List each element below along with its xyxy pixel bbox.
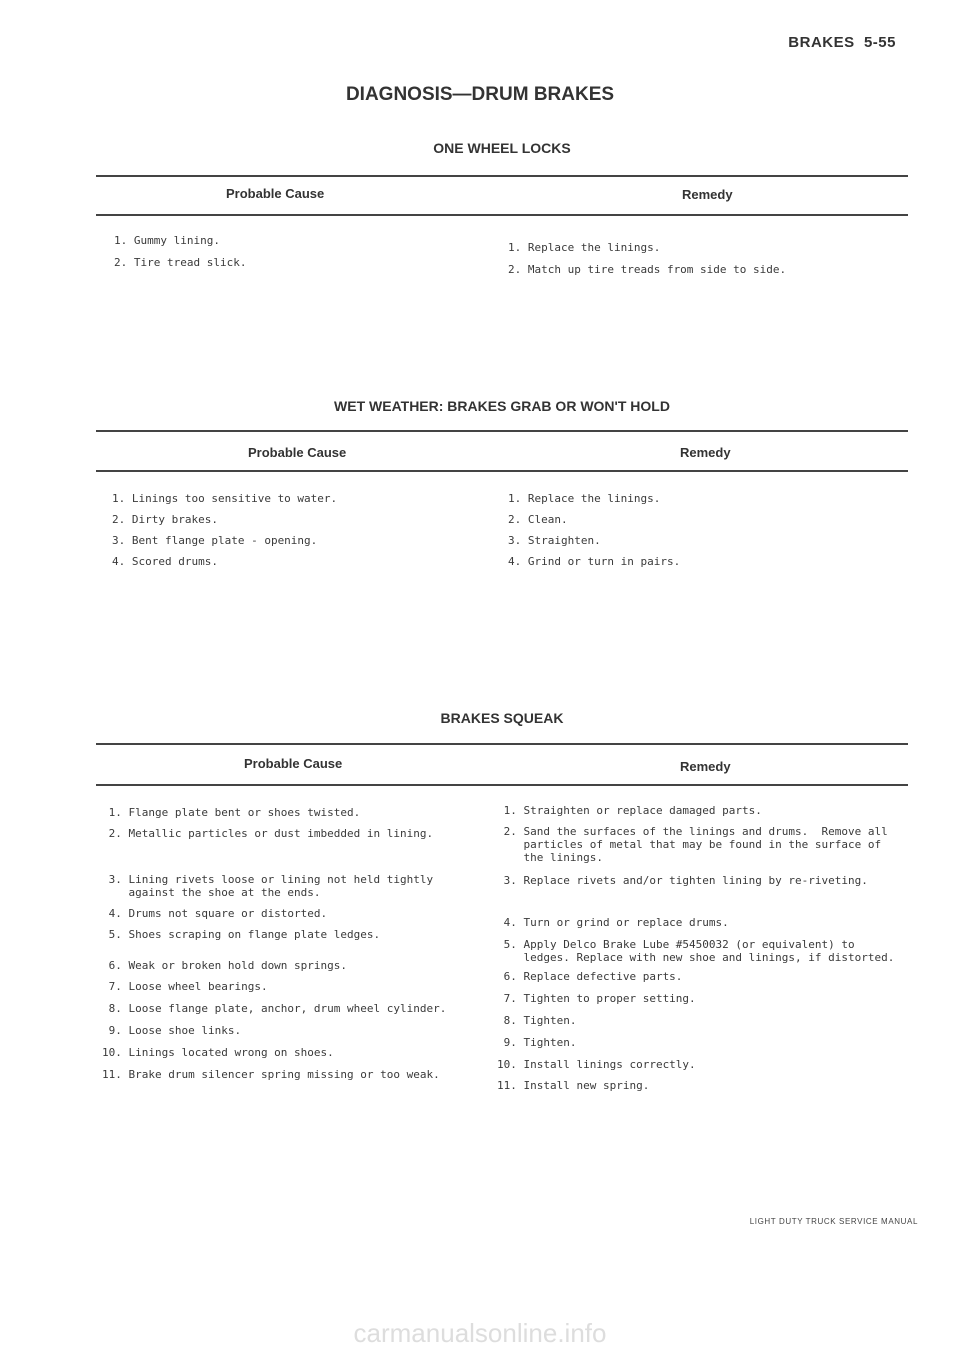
section-brakes-squeak [96, 708, 908, 1168]
list-item: 4. Grind or turn in pairs. [508, 555, 681, 568]
section-title: ONE WHEEL LOCKS [433, 140, 571, 156]
section-title: WET WEATHER: BRAKES GRAB OR WON'T HOLD [334, 398, 670, 414]
list-item: 11. Install new spring. [497, 1079, 650, 1092]
header-page-number: 5-55 [863, 34, 896, 51]
list-item: 1. Replace the linings. [508, 241, 661, 254]
list-item: 10. Install linings correctly. [497, 1058, 696, 1071]
list-item: 4. Scored drums. [112, 555, 218, 568]
list-item: 2. Tire tread slick. [114, 256, 247, 269]
section-wet-weather [96, 396, 908, 576]
column-header-cause: Probable Cause [248, 445, 347, 460]
list-item: 3. Replace rivets and/or tighten lining by re-riveting. [497, 874, 868, 887]
list-item: 1. Replace the linings. [508, 492, 661, 505]
list-item: 2. Match up tire treads from side to side. [508, 263, 787, 276]
column-header-remedy: Remedy [680, 759, 731, 774]
list-item: 8. Tighten. [497, 1014, 577, 1027]
list-item: 7. Tighten to proper setting. [497, 992, 696, 1005]
list-item: 3. Bent flange plate - opening. [112, 534, 318, 547]
list-item: 1. Flange plate bent or shoes twisted. [102, 806, 361, 819]
column-header-cause: Probable Cause [244, 756, 343, 771]
table-top-rule [96, 175, 908, 177]
section-title: BRAKES SQUEAK [440, 710, 564, 726]
list-item: 7. Loose wheel bearings. [102, 980, 268, 993]
header-section: BRAKES [788, 34, 855, 51]
list-item: 4. Turn or grind or replace drums. [497, 916, 729, 929]
table-header-rule [96, 784, 908, 786]
column-header-cause: Probable Cause [226, 186, 325, 201]
list-item: 8. Loose flange plate, anchor, drum wheel cylinder. [102, 1002, 447, 1015]
page-footer: LIGHT DUTY TRUCK SERVICE MANUAL [749, 1217, 918, 1226]
list-item: 2. Sand the surfaces of the linings and drums. Remove all particles of metal that may be found in the surface of the linings. [503, 825, 888, 864]
list-item: 1. Straighten or replace damaged parts. [497, 804, 762, 817]
list-item: 9. Tighten. [497, 1036, 577, 1049]
table-header-rule [96, 214, 908, 216]
table-top-rule [96, 430, 908, 432]
page-title: DIAGNOSIS—DRUM BRAKES [345, 84, 615, 105]
column-header-remedy: Remedy [682, 187, 733, 202]
list-item: 6. Weak or broken hold down springs. [102, 959, 348, 972]
list-item: 3. Straighten. [508, 534, 601, 547]
list-item: 2. Clean. [508, 513, 568, 526]
list-item: 5. Shoes scraping on flange plate ledges. [102, 928, 381, 941]
list-item: 2. Dirty brakes. [112, 513, 218, 526]
list-item: 6. Replace defective parts. [497, 970, 683, 983]
list-item: 3. Lining rivets loose or lining not held tightly against the shoe at the ends. [108, 873, 434, 899]
section-one-wheel-locks [96, 138, 908, 288]
list-item: 5. Apply Delco Brake Lube #5450032 (or equivalent) to ledges. Replace with new shoe and linings, if distorted. [503, 938, 895, 964]
list-item: 11. Brake drum silencer spring missing or too weak. [102, 1068, 440, 1081]
page-header [788, 34, 896, 51]
watermark: carmanualsonline.info [353, 1318, 607, 1348]
list-item: 10. Linings located wrong on shoes. [102, 1046, 334, 1059]
table-header-rule [96, 470, 908, 472]
table-top-rule [96, 743, 908, 745]
column-header-remedy: Remedy [680, 445, 731, 460]
list-item: 9. Loose shoe links. [102, 1024, 242, 1037]
list-item: 1. Gummy lining. [114, 234, 220, 247]
list-item: 1. Linings too sensitive to water. [112, 492, 338, 505]
list-item: 2. Metallic particles or dust imbedded in lining. [102, 827, 434, 840]
list-item: 4. Drums not square or distorted. [102, 907, 328, 920]
